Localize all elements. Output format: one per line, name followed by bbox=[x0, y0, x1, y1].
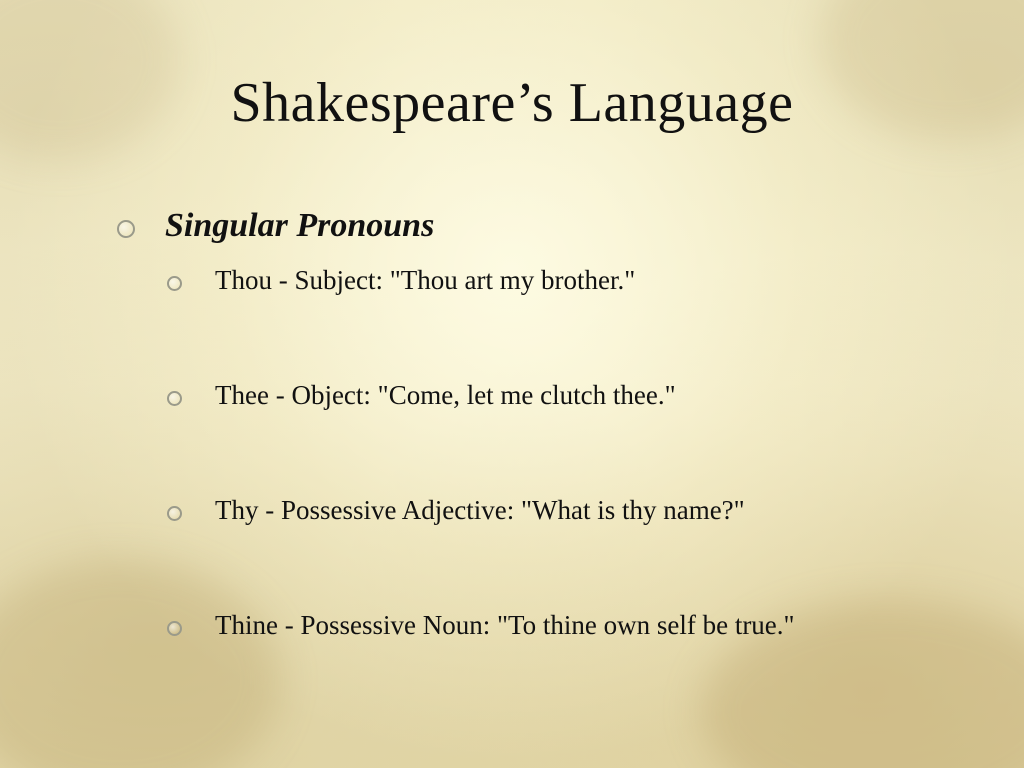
list-item-text: Thine - Possessive Noun: "To thine own self be true." bbox=[215, 610, 795, 640]
list-item-text: Thee - Object: "Come, let me clutch thee." bbox=[215, 380, 676, 410]
bullet-circle-icon bbox=[167, 276, 182, 291]
list-item bbox=[165, 377, 985, 417]
slide-title: Shakespeare’s Language bbox=[230, 72, 794, 134]
bullet-circle-icon bbox=[167, 621, 182, 636]
list-item bbox=[165, 607, 985, 647]
section-heading: Singular Pronouns bbox=[165, 207, 435, 244]
bullet-circle-icon bbox=[117, 220, 135, 238]
list-item bbox=[165, 262, 985, 302]
list-item-text: Thou - Subject: "Thou art my brother." bbox=[215, 265, 636, 295]
bullet-circle-icon bbox=[167, 506, 182, 521]
bullet-circle-icon bbox=[167, 391, 182, 406]
texture-spot bbox=[0, 560, 280, 768]
list-item-text: Thy - Possessive Adjective: "What is thy name?" bbox=[215, 495, 745, 525]
list-item bbox=[165, 492, 985, 532]
